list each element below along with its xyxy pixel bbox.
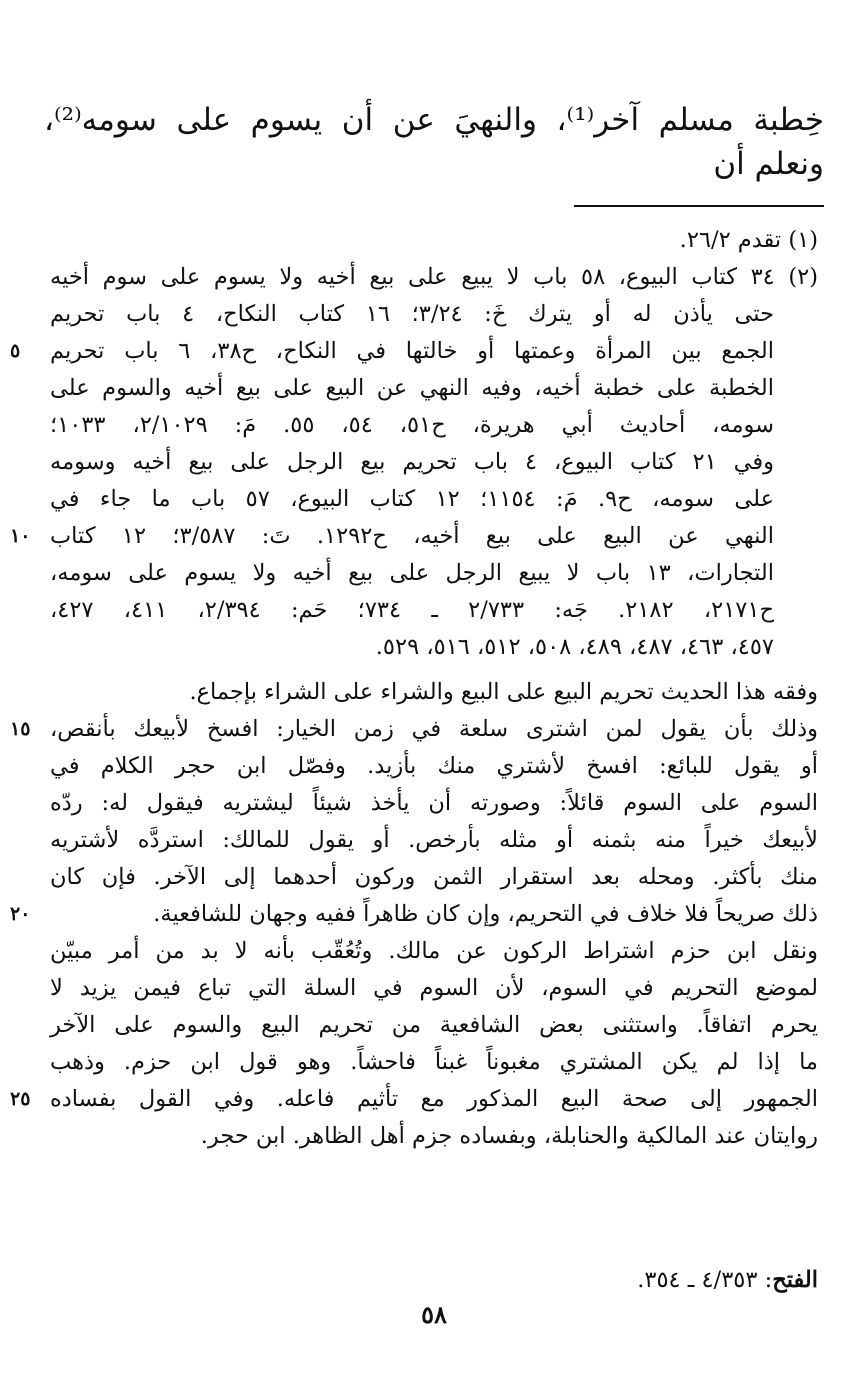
footnote-text: لموضع التحريم في السوم، لأن السوم في السلة التي تباع فيمن يزيد لا bbox=[50, 975, 818, 1001]
footnote-text: أو يقول للبائع: افسخ لأشتري منك بأزيد. وفصّل ابن حجر الكلام في bbox=[50, 753, 818, 779]
footnote-text: روايتان عند المالكية والحنابلة، وبفساده جزم أهل الظاهر. ابن حجر. bbox=[200, 1123, 818, 1149]
source-label: الفتح bbox=[772, 1267, 818, 1293]
footnote-line bbox=[50, 674, 818, 711]
footnote-line bbox=[50, 822, 818, 859]
footnote-line bbox=[50, 1044, 818, 1081]
margin-line-number: ٥ bbox=[10, 340, 21, 362]
footnote-line bbox=[50, 407, 818, 444]
footnote-text: ح٢١٧١، ٢١٨٢. جَه: ٢/٧٣٣ ـ ٧٣٤؛ حَم: ٢/٣٩٤، ٤١١، ٤٢٧، bbox=[50, 597, 774, 623]
footnote-text: الجمع بين المرأة وعمتها أو خالتها في النكاح، ح٣٨، ٦ باب تحريم bbox=[50, 338, 774, 364]
footnote-text: سومه، أحاديث أبي هريرة، ح٥١، ٥٤، ٥٥. مَ: ٢/١٠٢٩، ١٠٣٣؛ bbox=[50, 412, 774, 438]
footnote-text: لأبيعك خيراً منه بثمنه أو مثله بأرخص. أو يقول للمالك: استردَّه لأشتريه bbox=[50, 827, 818, 853]
footnote-text: ذلك صريحاً فلا خلاف في التحريم، وإن كان ظاهراً ففيه وجهان للشافعية. bbox=[153, 901, 818, 927]
source-citation bbox=[50, 1262, 818, 1299]
footnote-text: يحرم اتفاقاً. واستثنى بعض الشافعية من تحريم البيع والسوم على الآخر bbox=[50, 1012, 818, 1038]
footnotes bbox=[10, 222, 819, 1155]
footnote-line bbox=[50, 444, 818, 481]
footnote-line bbox=[50, 933, 818, 970]
footnote-line bbox=[50, 1007, 818, 1044]
margin-line-number: ١٥ bbox=[10, 718, 31, 740]
footnote-text: (٢) ٣٤ كتاب البيوع، ٥٨ باب لا يبيع على بيع أخيه ولا يسوم على سوم أخيه bbox=[50, 264, 819, 290]
footnote-text: ونقل ابن حزم اشتراط الركون عن مالك. وتُعُقّب بأنه لا بد من أمر مبيّن bbox=[50, 938, 818, 964]
footnote-line bbox=[50, 592, 818, 629]
footnote-text: النهي عن البيع على بيع أخيه، ح١٢٩٢. تَ: ٣/٥٨٧؛ ١٢ كتاب bbox=[50, 523, 774, 549]
footnote-line bbox=[50, 748, 818, 785]
footnote-text: السوم على السوم قائلاً: وصورته أن يأخذ شيئاً ليشتريه فيقول له: ردّه bbox=[50, 790, 818, 816]
footnote-text: الخطبة على خطبة أخيه، وفيه النهي عن البيع على بيع أخيه والسوم على bbox=[50, 375, 774, 401]
footnote-text: ٤٥٧، ٤٦٣، ٤٨٧، ٤٨٩، ٥٠٨، ٥١٢، ٥١٦، ٥٢٩. bbox=[375, 634, 774, 660]
source-reference: : ٤/٣٥٣ ـ ٣٥٤. bbox=[637, 1267, 773, 1293]
footnote-line bbox=[50, 296, 818, 333]
main-text-line: خِطبة مسلم آخر⁽¹⁾، والنهيَ عن أن يسوم على سومه⁽²⁾، ونعلم أن bbox=[44, 102, 824, 182]
footnote-line bbox=[10, 518, 818, 555]
footnote-line bbox=[50, 555, 818, 592]
footnote-text: حتى يأذن له أو يترك خَ: ٣/٢٤؛ ١٦ كتاب النكاح، ٤ باب تحريم bbox=[50, 301, 774, 327]
footnote-line bbox=[50, 970, 818, 1007]
footnote-text: ما إذا لم يكن المشتري مغبوناً غبناً فاحشاً. وهو قول ابن حزم. وذهب bbox=[50, 1049, 818, 1075]
footnote-line bbox=[50, 259, 818, 296]
footnote-line bbox=[10, 333, 818, 370]
footnote-text: وفقه هذا الحديث تحريم البيع على البيع والشراء على الشراء بإجماع. bbox=[189, 679, 818, 705]
footnote-line bbox=[50, 370, 818, 407]
footnote-text: على سومه، ح٩. مَ: ١١٥٤؛ ١٢ كتاب البيوع، ٥٧ باب ما جاء في bbox=[50, 486, 775, 512]
footnote-gap bbox=[50, 666, 818, 674]
footnote-line bbox=[50, 481, 818, 518]
footnote-line bbox=[50, 785, 818, 822]
footnote-line bbox=[10, 711, 818, 748]
footnote-text: (١) تقدم ٢٦/٢. bbox=[679, 227, 818, 253]
footnote-line bbox=[10, 1081, 818, 1118]
page-number: ٥٨ bbox=[421, 1300, 447, 1329]
footnote-line bbox=[50, 222, 818, 259]
footnote-text: الجمهور إلى صحة البيع المذكور مع تأثيم فاعله. وفي القول بفساده bbox=[50, 1086, 818, 1112]
footnote-text: منك بأكثر. ومحله بعد استقرار الثمن وركون أحدهما إلى الآخر. فإن كان bbox=[50, 864, 818, 890]
margin-line-number: ١٠ bbox=[10, 525, 31, 547]
footnote-line bbox=[50, 859, 818, 896]
footnote-line bbox=[50, 1118, 818, 1155]
footnote-line bbox=[50, 629, 818, 666]
footnote-text: وذلك بأن يقول لمن اشترى سلعة في زمن الخيار: افسخ لأبيعك بأنقص، bbox=[50, 716, 818, 742]
footnote-text: وفي ٢١ كتاب البيوع، ٤ باب تحريم بيع الرجل على بيع أخيه وسومه bbox=[50, 449, 775, 475]
margin-line-number: ٢٠ bbox=[10, 903, 31, 925]
footnote-line bbox=[10, 896, 818, 933]
margin-line-number: ٢٥ bbox=[10, 1088, 31, 1110]
footnote-separator bbox=[574, 205, 824, 207]
footnote-text: التجارات، ١٣ باب لا يبيع الرجل على بيع أخيه ولا يسوم على سومه، bbox=[50, 560, 774, 586]
